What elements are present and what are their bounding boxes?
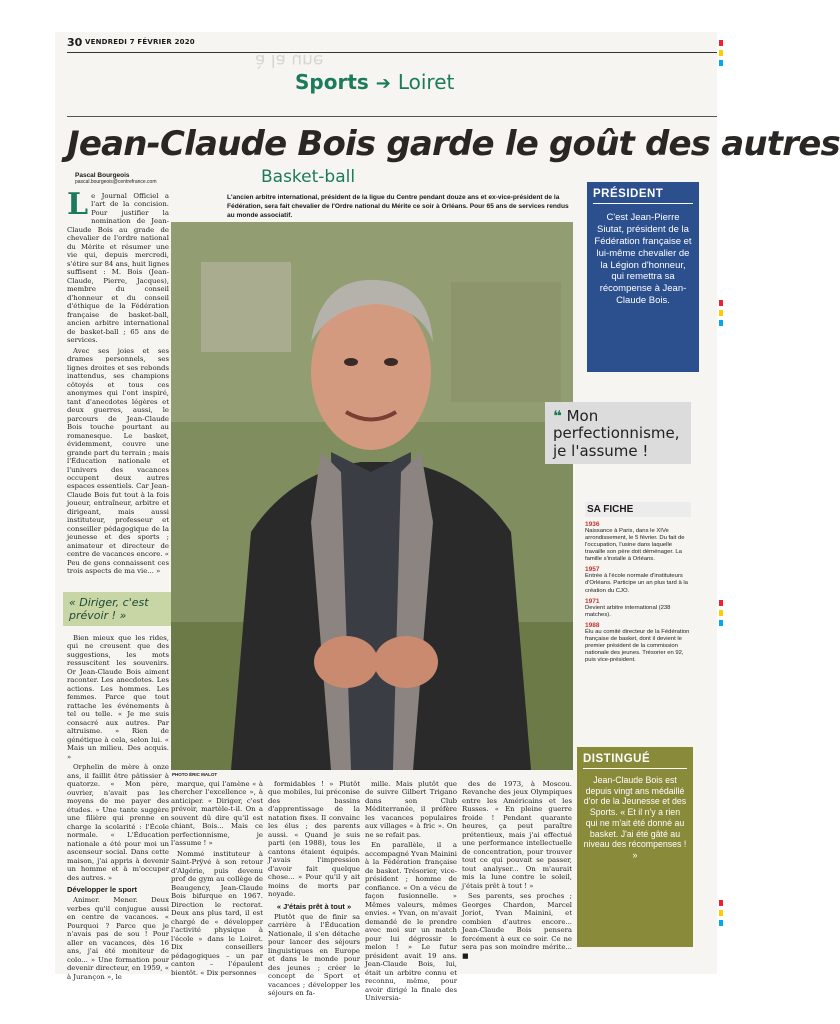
fact-text: Élu au comité directeur de la Fédération française de basket, dont il devient le premier président de la commission nationale des jeunes. Trésorier en 92, puis vice-président. bbox=[585, 628, 690, 664]
byline-author: Pascal Bourgeois bbox=[75, 172, 130, 179]
paragraph: Plutôt que de finir sa carrière à l'Éducation Nationale, il s'en détache pour lancer des séjours linguistiques en Europe et dans le monde pour des jeunes ; créer le concept de Sport et vacances ; développer les séjours en fa- bbox=[268, 913, 360, 998]
paragraph: des de 1973, à Moscou. Revanche des jeux Olympiques entre les Américains et les Russes. « En pleine guerre froide ! Pendant quarante heures, ça peut paraître prétentieux, mais j'ai effectué une performance intellectuelle de concentration, pour trouver tout ce qui pouvait se passer, tout analyser... On m'aurait mis la lune contre le soleil, j'étais prêt à tout ! » bbox=[462, 780, 572, 890]
pull-quote-diriger: « Diriger, c'est prévoir ! » bbox=[63, 592, 175, 626]
paragraph: mille. Mais plutôt que de suivre Gilbert Trigano dans son Club Méditerranée, il préfère les vacances populaires aux villages « à fric ». On ne se refait pas. bbox=[365, 780, 457, 839]
paragraph: Nommé instituteur à Saint-Prÿvé à son retour d'Algérie, puis devenu prof de gym au collège de Beaugency, Jean-Claude Bois bifurque en 1967. Direction le rectorat. Deux ans plus tard, il est chargé de « développer l'activité physique à l'école » dans le Loiret. Dix conseillers pédagogiques – un par canton – l'épaulent bientôt. « Dix personnes bbox=[171, 849, 263, 977]
fact-sheet-title: SA FICHE bbox=[585, 502, 691, 517]
paragraph: Animer. Mener. Deux verbes qu'il conjugue aussi en centre de vacances. « Pourquoi ? Parce que je n'avais pas de sou ! Pour aller en vacances, dès 16 ans, j'ai été moniteur de colo... » Une formation pour devenir directeur, en 1959, « à Jurançon », le bbox=[67, 896, 169, 981]
section-place: Loiret bbox=[397, 70, 455, 94]
fact-year: 1971 bbox=[585, 597, 600, 605]
distingue-box bbox=[577, 747, 693, 947]
president-box bbox=[587, 182, 699, 372]
newspaper-page bbox=[55, 32, 840, 1003]
article-column-4 bbox=[365, 780, 457, 1005]
quote-mark-icon: ❝ bbox=[553, 407, 562, 425]
subheading: « J'étais prêt à tout » bbox=[276, 901, 352, 911]
paragraph: e Journal Officiel a l'art de la concision. Pour justifier la nomination de Jean-Claude Bois au grade de chevalier de l'ordre national du Mérite et résumer une vie qui, depuis mercredi, s'étire sur 84 ans, huit lignes suffisent : M. Bois (Jean-Claude, Pierre, Jacques), membre du conseil d'honneur et du conseil d'éthique de la Fédération française de basket-ball, ancien arbitre international de basket-ball ; 65 ans de services. bbox=[67, 192, 169, 345]
pull-quote-text: Mon perfectionnisme, je l'assume ! bbox=[553, 407, 680, 460]
fact-year: 1957 bbox=[585, 566, 600, 574]
subheading: Développer le sport bbox=[67, 885, 138, 895]
kicker: Basket-ball bbox=[261, 167, 356, 187]
fact-year: 1936 bbox=[585, 521, 600, 528]
paragraph: Orphelin de mère à onze ans, il faillit être pâtissier à quatorze. « Mon père, ouvrier, n'avait pas les moyens de me payer des études. » Une tante suggère une filière qui prenne en charge la scolarité : l'École normale. « L'Éducation nationale a été pour moi un ascenseur social. Dans cette maison, j'ai appris à devenir un homme et à m'occuper des autres. » bbox=[67, 763, 169, 882]
section-title bbox=[295, 70, 454, 94]
paragraph: Bien mieux que les rides, qui ne creusent que des suggestions, les mots ressuscitent les souvenirs. Or Jean-Claude Bois aiment raconter. Les anecdotes. Les actions. Les hommes. Les femmes. Parce que tout rattache les événements à tel ou telle. « Je me suis consacré aux autres. Par altruisme. » Rien de génétique à cela, selon lui. « Mais un milieu. Des acquis. » bbox=[67, 634, 169, 761]
article-column-5 bbox=[462, 780, 572, 962]
arrow-right-icon: ➔ bbox=[375, 73, 391, 94]
page-date: VENDREDI 7 FÉVRIER 2020 bbox=[85, 38, 195, 46]
header-rule bbox=[67, 52, 717, 53]
distingue-box-title: DISTINGUÉ bbox=[583, 753, 687, 769]
byline bbox=[75, 172, 157, 185]
portrait-photo bbox=[171, 222, 573, 770]
president-box-body: C'est Jean-Pierre Siutat, président de la Fédération française et lui-même chevalier de la Légion d'honneur, qui remettra sa récompense à Jean-Claude Bois. bbox=[594, 212, 692, 307]
president-box-title: PRÉSIDENT bbox=[593, 188, 693, 204]
paragraph: En parallèle, il a accompagné Yvan Mainini à la Fédération française de basket. Trésorier, vice-président ; homme de confiance. « On a vécu de façon fusionnelle. » Mêmes valeurs, mêmes envies. « Yvan, on m'avait demandé de le prendre avec moi sur un match pour lui dégrossir le melon ! » Le futur président avait 19 ans. Jean-Claude Bois, lui, était un arbitre connu et reconnu, même, pour avoir dirigé la finale des Universia- bbox=[365, 841, 457, 1003]
section-name: Sports bbox=[295, 70, 369, 94]
distingue-box-body: Jean-Claude Bois est depuis vingt ans médaillé d'or de la Jeunesse et des Sports. « Et il n'y a rien qui ne m'ait été donné au basket. J'ai été gâté au niveau des récompenses ! » bbox=[583, 775, 687, 861]
fact-year: 1988 bbox=[585, 621, 600, 629]
bleed-through-text: à la une bbox=[255, 50, 324, 70]
headline-rule bbox=[67, 116, 717, 117]
article-column-1 bbox=[67, 187, 170, 578]
paragraph: formidables ! » Plutôt que mobiles, lui préconise des bassins d'apprentissage de la natation fixes. Il convainc les élus ; des parents aussi. « Quand je suis parti (en 1988), tous les cantons étaient équipés. J'avais l'impression d'avoir fait quelque chose... » Pour qu'il y ait moins de morts par noyade. bbox=[268, 780, 360, 899]
dropcap: L bbox=[67, 187, 89, 222]
page-number: 30 bbox=[67, 36, 83, 49]
article-column-1b bbox=[67, 634, 169, 983]
pull-quote-perfectionnisme bbox=[545, 402, 691, 464]
portrait-illustration bbox=[171, 222, 573, 770]
paragraph: marque, qui l'amène « à chercher l'excellence », à anticiper. « Diriger, c'est prévoir, martèle-t-il. On a souvent dû dire qu'il est chiant, Bois... Mais ce perfectionnisme, je l'assume ! » bbox=[171, 780, 263, 848]
paragraph: Avec ses joies et ses drames personnels, ses lignes droites et ses rebonds inattendus, ses champions côtoyés et tous ces anonymes qui l'ont inspiré, tant d'anecdotes légères et deux guerres, aussi, le parcours de Jean-Claude Bois touche pourtant au romanesque. Le basket, évidemment, couvre une grande part du terrain ; mais l'Éducation nationale et l'univers des vacances occupent deux autres espaces essentiels. Car Jean-Claude Bois fut tout à la fois joueur, entraîneur, arbitre et dirigeant, mais aussi instituteur, professeur et conseiller pédagogique de la jeunesse et des sports ; animateur et directeur de centre de vacances encore. « Peu de gens connaissent ces trois aspects de ma vie... » bbox=[67, 346, 170, 576]
fact-sheet bbox=[585, 502, 691, 664]
fact-text: Naissance à Paris, dans le XIVe arrondissement, le 5 février. Du fait de l'occupation, l'usine dans laquelle travaille son père doit déménager. La famille s'installe à Orléans. bbox=[585, 528, 685, 563]
byline-email: pascal.bourgeois@centrefrance.com bbox=[75, 179, 157, 185]
headline: Jean-Claude Bois garde le goût des autres bbox=[67, 124, 840, 164]
fact-text: Devient arbitre international (238 matches). bbox=[585, 604, 671, 618]
fact-text: Entrée à l'école normale d'instituteurs d'Orléans. Participe un an plus tard à la création du CJO. bbox=[585, 573, 688, 594]
standfirst: L'ancien arbitre international, président de la ligue du Centre pendant douze ans et ex-vice-président de la Fédération, sera fait chevalier de l'Ordre national du Mérite ce soir à Orléans. Pour 65 ans de services rendus au monde associatif. bbox=[227, 194, 569, 219]
photo-credit: PHOTO ÉRIC MALOT bbox=[172, 772, 218, 777]
paragraph: Ses parents, ses proches ; Georges Chardon, Marcel Joriot, Yvan Mainini, et combien d'autres encore... Jean-Claude Bois pensera forcément à eux ce soir. Ce ne sera pas son moindre mérite... ■ bbox=[462, 892, 572, 960]
article-column-2 bbox=[171, 780, 263, 979]
article-column-3 bbox=[268, 780, 360, 1000]
